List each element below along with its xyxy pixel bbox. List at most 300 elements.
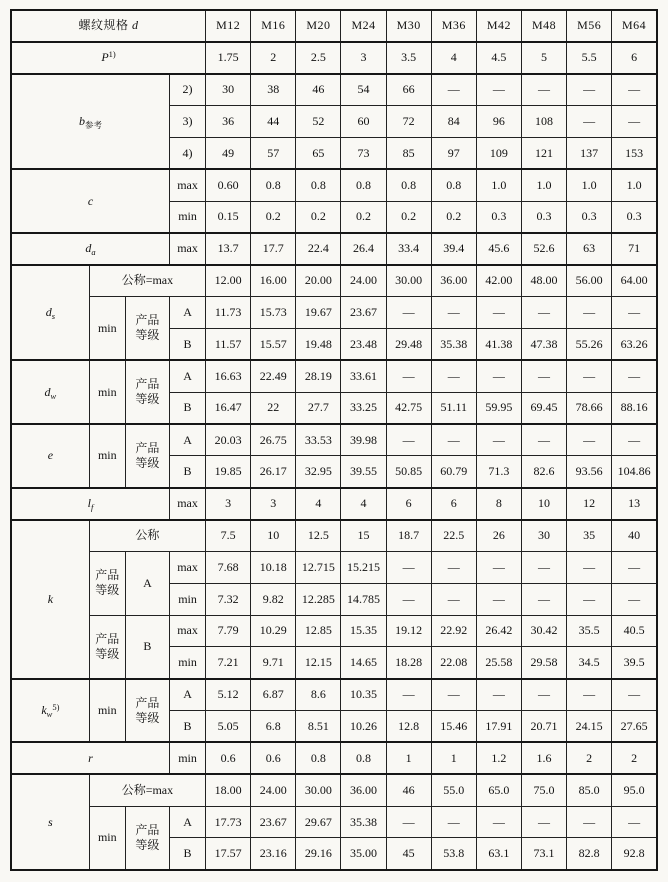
value-cell: — <box>567 424 612 456</box>
value-cell: 35.38 <box>341 806 386 838</box>
value-cell: 8 <box>476 488 521 520</box>
value-cell: 0.3 <box>521 201 566 233</box>
value-cell: 4.5 <box>476 42 521 74</box>
value-cell: 12.85 <box>296 615 341 647</box>
value-cell: 33.53 <box>296 424 341 456</box>
value-cell: — <box>476 679 521 711</box>
value-cell: 12.00 <box>206 265 251 297</box>
value-cell: 0.3 <box>567 201 612 233</box>
value-cell: 52 <box>296 106 341 138</box>
value-cell: 22 <box>251 392 296 424</box>
value-cell: 22.49 <box>251 360 296 392</box>
row-label: c <box>11 169 169 233</box>
column-header: M64 <box>612 10 657 42</box>
value-cell: 38 <box>251 74 296 106</box>
value-cell: 11.73 <box>206 297 251 329</box>
value-cell: 2 <box>567 742 612 774</box>
value-cell: 1 <box>386 742 431 774</box>
value-cell: 12.715 <box>296 551 341 583</box>
table-body <box>11 10 657 870</box>
value-cell: 8.6 <box>296 679 341 711</box>
value-cell: 12.285 <box>296 583 341 615</box>
value-cell: 0.2 <box>386 201 431 233</box>
value-cell: 82.6 <box>521 456 566 488</box>
value-cell: 30 <box>206 74 251 106</box>
value-cell: 29.67 <box>296 806 341 838</box>
value-cell: 55.0 <box>431 774 476 806</box>
value-cell: 75.0 <box>521 774 566 806</box>
value-cell: 2 <box>251 42 296 74</box>
value-cell: 72 <box>386 106 431 138</box>
row-label: r <box>11 742 169 774</box>
value-cell: 78.66 <box>567 392 612 424</box>
value-cell: — <box>431 424 476 456</box>
value-cell: 96 <box>476 106 521 138</box>
value-cell: 15.57 <box>251 328 296 360</box>
value-cell: — <box>386 424 431 456</box>
value-cell: 19.12 <box>386 615 431 647</box>
value-cell: 20.03 <box>206 424 251 456</box>
value-cell: 30.00 <box>296 774 341 806</box>
value-cell: — <box>612 74 657 106</box>
value-cell: 28.19 <box>296 360 341 392</box>
value-cell: 17.57 <box>206 838 251 870</box>
column-header: M36 <box>431 10 476 42</box>
value-cell: 22.5 <box>431 520 476 552</box>
row-label: min <box>169 647 205 679</box>
value-cell: 39.4 <box>431 233 476 265</box>
value-cell: — <box>612 551 657 583</box>
column-header: M48 <box>521 10 566 42</box>
value-cell: 10 <box>251 520 296 552</box>
row-label: 产品 等级 <box>125 360 169 424</box>
value-cell: 153 <box>612 137 657 169</box>
value-cell: 109 <box>476 137 521 169</box>
column-header: M56 <box>567 10 612 42</box>
row-label: 公称 <box>89 520 205 552</box>
value-cell: 24.15 <box>567 711 612 743</box>
row-label: 产品 等级 <box>125 679 169 743</box>
value-cell: 22.08 <box>431 647 476 679</box>
value-cell: — <box>386 806 431 838</box>
value-cell: — <box>386 551 431 583</box>
value-cell: 27.65 <box>612 711 657 743</box>
value-cell: 10.18 <box>251 551 296 583</box>
value-cell: — <box>431 297 476 329</box>
value-cell: — <box>431 74 476 106</box>
value-cell: 2 <box>612 742 657 774</box>
value-cell: 7.21 <box>206 647 251 679</box>
value-cell: — <box>521 74 566 106</box>
column-header: M24 <box>341 10 386 42</box>
row-label: $b_{参考}$ <box>11 74 169 170</box>
column-header: M30 <box>386 10 431 42</box>
value-cell: 33.4 <box>386 233 431 265</box>
value-cell: 51.11 <box>431 392 476 424</box>
value-cell: — <box>567 806 612 838</box>
value-cell: 3 <box>341 42 386 74</box>
row-label: A <box>169 424 205 456</box>
value-cell: — <box>431 583 476 615</box>
value-cell: 42.00 <box>476 265 521 297</box>
value-cell: 9.82 <box>251 583 296 615</box>
value-cell: 18.00 <box>206 774 251 806</box>
value-cell: 10.29 <box>251 615 296 647</box>
value-cell: — <box>521 360 566 392</box>
bolt-dimension-table <box>10 9 658 871</box>
value-cell: 73.1 <box>521 838 566 870</box>
value-cell: 26 <box>476 520 521 552</box>
value-cell: — <box>612 106 657 138</box>
table-title-cell: 螺纹规格 d <box>11 10 206 42</box>
value-cell: 95.0 <box>612 774 657 806</box>
value-cell: — <box>431 679 476 711</box>
value-cell: 15.46 <box>431 711 476 743</box>
value-cell: 29.58 <box>521 647 566 679</box>
row-label: max <box>169 551 205 583</box>
value-cell: 71.3 <box>476 456 521 488</box>
value-cell: 15.73 <box>251 297 296 329</box>
value-cell: 30.42 <box>521 615 566 647</box>
value-cell: 17.73 <box>206 806 251 838</box>
value-cell: 0.8 <box>251 169 296 201</box>
value-cell: — <box>386 297 431 329</box>
value-cell: — <box>567 106 612 138</box>
value-cell: 35 <box>567 520 612 552</box>
value-cell: 0.8 <box>341 169 386 201</box>
row-label: B <box>169 456 205 488</box>
value-cell: 6.8 <box>251 711 296 743</box>
value-cell: 1.0 <box>612 169 657 201</box>
row-label: min <box>169 583 205 615</box>
row-label: min <box>169 742 205 774</box>
value-cell: 30 <box>521 520 566 552</box>
value-cell: 12.5 <box>296 520 341 552</box>
value-cell: 1.0 <box>567 169 612 201</box>
value-cell: 18.28 <box>386 647 431 679</box>
value-cell: 19.48 <box>296 328 341 360</box>
value-cell: 19.67 <box>296 297 341 329</box>
value-cell: 35.38 <box>431 328 476 360</box>
value-cell: 54 <box>341 74 386 106</box>
value-cell: — <box>612 679 657 711</box>
row-label: 产品 等级 <box>89 615 125 679</box>
column-header: M20 <box>296 10 341 42</box>
value-cell: 0.3 <box>476 201 521 233</box>
value-cell: — <box>567 74 612 106</box>
value-cell: 10.26 <box>341 711 386 743</box>
value-cell: 10 <box>521 488 566 520</box>
value-cell: 12.15 <box>296 647 341 679</box>
value-cell: 7.68 <box>206 551 251 583</box>
value-cell: 104.86 <box>612 456 657 488</box>
value-cell: 6.87 <box>251 679 296 711</box>
value-cell: 48.00 <box>521 265 566 297</box>
value-cell: 45.6 <box>476 233 521 265</box>
value-cell: 23.67 <box>251 806 296 838</box>
value-cell: 1 <box>431 742 476 774</box>
row-label: A <box>125 551 169 615</box>
row-label: $k_w^{5)}$ <box>11 679 89 743</box>
value-cell: 5 <box>521 42 566 74</box>
value-cell: — <box>521 297 566 329</box>
value-cell: — <box>386 360 431 392</box>
value-cell: 7.5 <box>206 520 251 552</box>
value-cell: 6 <box>386 488 431 520</box>
value-cell: 57 <box>251 137 296 169</box>
column-header: M16 <box>251 10 296 42</box>
value-cell: — <box>476 583 521 615</box>
value-cell: 14.785 <box>341 583 386 615</box>
row-label: 3) <box>169 106 205 138</box>
value-cell: 35.5 <box>567 615 612 647</box>
value-cell: 82.8 <box>567 838 612 870</box>
value-cell: 69.45 <box>521 392 566 424</box>
value-cell: 65.0 <box>476 774 521 806</box>
value-cell: 50.85 <box>386 456 431 488</box>
row-label: $d_a$ <box>11 233 169 265</box>
value-cell: 88.16 <box>612 392 657 424</box>
value-cell: 11.57 <box>206 328 251 360</box>
row-label: min <box>89 679 125 743</box>
value-cell: 64.00 <box>612 265 657 297</box>
value-cell: 0.2 <box>251 201 296 233</box>
value-cell: 40 <box>612 520 657 552</box>
row-label: k <box>11 520 89 679</box>
row-label: min <box>89 806 125 870</box>
value-cell: 39.98 <box>341 424 386 456</box>
column-header: M12 <box>206 10 251 42</box>
value-cell: 16.63 <box>206 360 251 392</box>
value-cell: 20.00 <box>296 265 341 297</box>
value-cell: 60 <box>341 106 386 138</box>
value-cell: 3.5 <box>386 42 431 74</box>
value-cell: 41.38 <box>476 328 521 360</box>
value-cell: 63.26 <box>612 328 657 360</box>
value-cell: — <box>521 806 566 838</box>
value-cell: 12.8 <box>386 711 431 743</box>
value-cell: 63 <box>567 233 612 265</box>
value-cell: 33.61 <box>341 360 386 392</box>
row-label: s <box>11 774 89 870</box>
value-cell: — <box>612 424 657 456</box>
value-cell: 97 <box>431 137 476 169</box>
value-cell: 16.47 <box>206 392 251 424</box>
row-label: A <box>169 679 205 711</box>
value-cell: 0.6 <box>251 742 296 774</box>
row-label: B <box>169 392 205 424</box>
value-cell: 6 <box>612 42 657 74</box>
value-cell: — <box>476 74 521 106</box>
value-cell: — <box>521 679 566 711</box>
value-cell: 22.4 <box>296 233 341 265</box>
value-cell: 42.75 <box>386 392 431 424</box>
value-cell: 63.1 <box>476 838 521 870</box>
value-cell: 23.16 <box>251 838 296 870</box>
value-cell: — <box>386 583 431 615</box>
value-cell: 0.8 <box>431 169 476 201</box>
value-cell: 16.00 <box>251 265 296 297</box>
value-cell: 53.8 <box>431 838 476 870</box>
row-label: B <box>125 615 169 679</box>
value-cell: 17.7 <box>251 233 296 265</box>
value-cell: 46 <box>386 774 431 806</box>
value-cell: 46 <box>296 74 341 106</box>
value-cell: 5.05 <box>206 711 251 743</box>
value-cell: 36 <box>206 106 251 138</box>
value-cell: — <box>612 360 657 392</box>
value-cell: 17.91 <box>476 711 521 743</box>
value-cell: 56.00 <box>567 265 612 297</box>
value-cell: 5.5 <box>567 42 612 74</box>
value-cell: 52.6 <box>521 233 566 265</box>
value-cell: — <box>476 806 521 838</box>
value-cell: — <box>612 583 657 615</box>
value-cell: 26.42 <box>476 615 521 647</box>
value-cell: 0.6 <box>206 742 251 774</box>
value-cell: 13.7 <box>206 233 251 265</box>
value-cell: 24.00 <box>251 774 296 806</box>
value-cell: 4 <box>431 42 476 74</box>
row-label: max <box>169 488 205 520</box>
value-cell: 0.8 <box>296 169 341 201</box>
value-cell: 44 <box>251 106 296 138</box>
row-label: 产品 等级 <box>89 551 125 615</box>
value-cell: 49 <box>206 137 251 169</box>
value-cell: 66 <box>386 74 431 106</box>
value-cell: 0.2 <box>431 201 476 233</box>
value-cell: — <box>476 297 521 329</box>
value-cell: 36.00 <box>341 774 386 806</box>
row-label: 产品 等级 <box>125 806 169 870</box>
value-cell: 3 <box>206 488 251 520</box>
value-cell: — <box>476 424 521 456</box>
value-cell: 1.0 <box>476 169 521 201</box>
value-cell: — <box>612 806 657 838</box>
value-cell: — <box>567 360 612 392</box>
value-cell: 47.38 <box>521 328 566 360</box>
row-label: 产品 等级 <box>125 424 169 488</box>
value-cell: — <box>521 551 566 583</box>
value-cell: 26.75 <box>251 424 296 456</box>
row-label: B <box>169 328 205 360</box>
value-cell: 65 <box>296 137 341 169</box>
value-cell: 0.8 <box>341 742 386 774</box>
value-cell: 35.00 <box>341 838 386 870</box>
value-cell: 0.15 <box>206 201 251 233</box>
value-cell: 30.00 <box>386 265 431 297</box>
value-cell: 25.58 <box>476 647 521 679</box>
row-label: min <box>89 360 125 424</box>
value-cell: — <box>567 297 612 329</box>
value-cell: 18.7 <box>386 520 431 552</box>
value-cell: 36.00 <box>431 265 476 297</box>
row-label: $l_f$ <box>11 488 169 520</box>
value-cell: 26.17 <box>251 456 296 488</box>
value-cell: 121 <box>521 137 566 169</box>
row-label: A <box>169 360 205 392</box>
row-label: max <box>169 169 205 201</box>
value-cell: 29.48 <box>386 328 431 360</box>
value-cell: — <box>567 551 612 583</box>
value-cell: 0.8 <box>386 169 431 201</box>
value-cell: 40.5 <box>612 615 657 647</box>
value-cell: 26.4 <box>341 233 386 265</box>
row-label: A <box>169 297 205 329</box>
row-label: $d_s$ <box>11 265 89 361</box>
row-label: 2) <box>169 74 205 106</box>
value-cell: 108 <box>521 106 566 138</box>
value-cell: — <box>431 551 476 583</box>
value-cell: 23.48 <box>341 328 386 360</box>
value-cell: — <box>521 424 566 456</box>
value-cell: 85 <box>386 137 431 169</box>
value-cell: 24.00 <box>341 265 386 297</box>
value-cell: 29.16 <box>296 838 341 870</box>
value-cell: 45 <box>386 838 431 870</box>
value-cell: 14.65 <box>341 647 386 679</box>
row-label: $d_w$ <box>11 360 89 424</box>
value-cell: 73 <box>341 137 386 169</box>
row-label: A <box>169 806 205 838</box>
value-cell: 10.35 <box>341 679 386 711</box>
row-label: max <box>169 233 205 265</box>
value-cell: 32.95 <box>296 456 341 488</box>
value-cell: 93.56 <box>567 456 612 488</box>
row-label: 公称=max <box>89 774 205 806</box>
value-cell: 59.95 <box>476 392 521 424</box>
value-cell: 4 <box>341 488 386 520</box>
value-cell: 19.85 <box>206 456 251 488</box>
row-label: B <box>169 838 205 870</box>
value-cell: 15.215 <box>341 551 386 583</box>
value-cell: 9.71 <box>251 647 296 679</box>
value-cell: 39.5 <box>612 647 657 679</box>
value-cell: 85.0 <box>567 774 612 806</box>
row-label: min <box>169 201 205 233</box>
row-label: min <box>89 424 125 488</box>
value-cell: 0.2 <box>296 201 341 233</box>
value-cell: 6 <box>431 488 476 520</box>
row-label: B <box>169 711 205 743</box>
value-cell: 34.5 <box>567 647 612 679</box>
value-cell: 137 <box>567 137 612 169</box>
value-cell: 23.67 <box>341 297 386 329</box>
value-cell: — <box>431 806 476 838</box>
value-cell: 8.51 <box>296 711 341 743</box>
row-label: max <box>169 615 205 647</box>
value-cell: — <box>567 583 612 615</box>
value-cell: — <box>476 551 521 583</box>
value-cell: — <box>476 360 521 392</box>
value-cell: 0.3 <box>612 201 657 233</box>
value-cell: 0.2 <box>341 201 386 233</box>
value-cell: — <box>567 679 612 711</box>
value-cell: 60.79 <box>431 456 476 488</box>
row-label: 4) <box>169 137 205 169</box>
value-cell: 15.35 <box>341 615 386 647</box>
value-cell: 20.71 <box>521 711 566 743</box>
value-cell: 84 <box>431 106 476 138</box>
column-header: M42 <box>476 10 521 42</box>
value-cell: 1.6 <box>521 742 566 774</box>
value-cell: — <box>431 360 476 392</box>
value-cell: 1.0 <box>521 169 566 201</box>
row-label: $P^{1)}$ <box>11 42 206 74</box>
value-cell: — <box>521 583 566 615</box>
value-cell: 0.60 <box>206 169 251 201</box>
value-cell: 15 <box>341 520 386 552</box>
